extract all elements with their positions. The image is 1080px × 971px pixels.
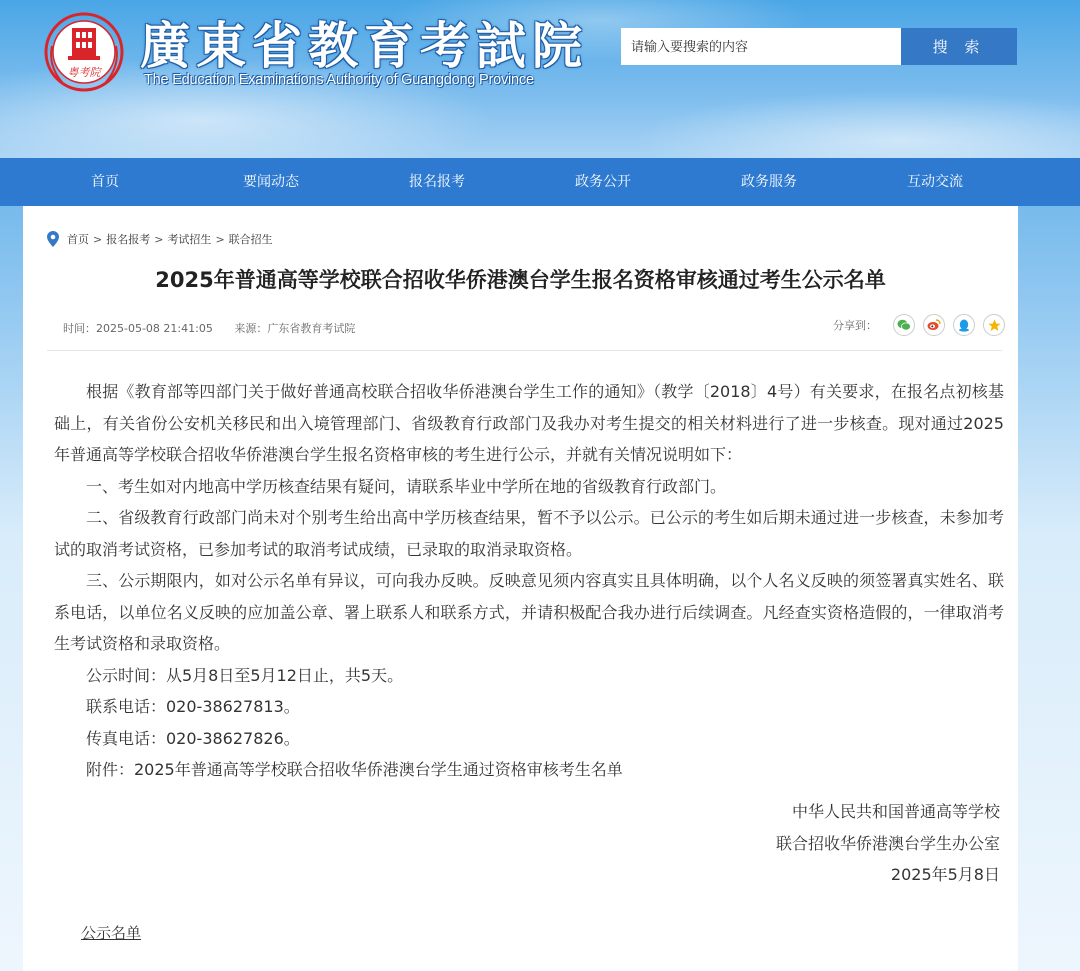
article-body xyxy=(54,376,1004,786)
search-input[interactable] xyxy=(621,28,901,65)
article-meta xyxy=(63,320,373,336)
nav-item-interaction[interactable]: 互动交流 xyxy=(907,174,963,190)
main-nav xyxy=(0,158,1080,206)
paragraph-period: 公示时间：从5月8日至5月12日止，共5天。 xyxy=(86,665,404,685)
breadcrumb-joint-enrollment[interactable]: 联合招生 xyxy=(228,233,273,246)
article-time: 时间：2025-05-08 21:41:05 xyxy=(63,322,213,335)
breadcrumb-exam-enrollment[interactable]: 考试招生 xyxy=(167,233,212,246)
breadcrumb-registration[interactable]: 报名报考 xyxy=(106,233,151,246)
signature-date: 2025年5月8日 xyxy=(890,865,1000,884)
signature-line-2: 联合招收华侨港澳台学生办公室 xyxy=(775,833,1000,853)
paragraph-phone: 联系电话：020-38627813。 xyxy=(86,697,300,716)
nav-item-home[interactable]: 首页 xyxy=(91,174,119,190)
article-title: 2025年普通高等学校联合招收华侨港澳台学生报名资格审核通过考生公示名单 xyxy=(155,268,886,292)
nav-item-news[interactable]: 要闻动态 xyxy=(243,174,299,190)
paragraph-fax: 传真电话：020-38627826。 xyxy=(86,728,300,748)
search-box xyxy=(621,28,1017,65)
breadcrumb-home[interactable]: 首页 xyxy=(67,233,89,246)
nav-item-registration[interactable]: 报名报考 xyxy=(409,174,465,190)
signature-line-1: 中华人民共和国普通高等学校 xyxy=(791,802,1000,821)
wechat-icon[interactable] xyxy=(893,314,915,336)
nav-item-government-services[interactable]: 政务服务 xyxy=(741,174,797,190)
breadcrumb-separator: > xyxy=(215,232,225,246)
paragraph-item-1: 一、考生如对内地高中学历核查结果有疑问，请联系毕业中学所在地的省级教育行政部门。 xyxy=(86,476,727,496)
site-subtitle: The Education Examinations Authority of Guangdong Province xyxy=(144,72,534,88)
qzone-icon[interactable] xyxy=(983,314,1005,336)
attachment-link[interactable]: 公示名单 xyxy=(81,924,142,942)
share-bar xyxy=(833,314,1005,336)
header-divider xyxy=(47,350,1002,351)
signature-block xyxy=(23,796,1000,891)
site-title: 廣東省教育考試院 xyxy=(140,16,588,75)
paragraph-intro: 根据《教育部等四部门关于做好普通高校联合招收华侨港澳台学生工作的通知》（教学〔2018〕4号）有关要求，在报名点初核基础上，有关省份公安机关移民和出入境管理部门、省级教育行政部门及我办对考生提交的相关材料进行了进一步核查。现对通过2025年普通高等学校联合招收华侨港澳台学生报名资格审核的考生进行公示，并就有关情况说明如下： xyxy=(54,382,1004,464)
article-card xyxy=(23,206,1018,971)
breadcrumb-separator: > xyxy=(93,232,103,246)
search-button[interactable]: 搜 索 xyxy=(901,28,1017,65)
site-header xyxy=(0,0,1080,158)
paragraph-item-2: 二、省级教育行政部门尚未对个别考生给出高中学历核查结果，暂不予以公示。已公示的考生如后期未通过进一步核查，未参加考试的取消考试资格，已参加考试的取消考试成绩，已录取的取消录取资格。 xyxy=(54,508,1004,559)
share-label: 分享到： xyxy=(833,319,877,332)
seal-logo-icon[interactable] xyxy=(42,6,126,98)
article-source: 来源：广东省教育考试院 xyxy=(234,322,356,335)
breadcrumb-separator: > xyxy=(154,232,164,246)
weibo-icon[interactable] xyxy=(923,314,945,336)
location-pin-icon xyxy=(47,231,59,247)
paragraph-item-3: 三、公示期限内，如对公示名单有异议，可向我办反映。反映意见须内容真实且具体明确，以个人名义反映的须签署真实姓名、联系电话，以单位名义反映的应加盖公章、署上联系人和联系方式，并请积极配合我办进行后续调查。凡经查实资格造假的，一律取消考生考试资格和录取资格。 xyxy=(54,571,1004,653)
breadcrumb xyxy=(47,231,273,247)
nav-item-government-affairs[interactable]: 政务公开 xyxy=(575,174,631,190)
svg-text:粤考院: 粤考院 xyxy=(67,66,101,79)
paragraph-attachment: 附件：2025年普通高等学校联合招收华侨港澳台学生通过资格审核考生名单 xyxy=(86,760,623,779)
qq-icon[interactable] xyxy=(953,314,975,336)
